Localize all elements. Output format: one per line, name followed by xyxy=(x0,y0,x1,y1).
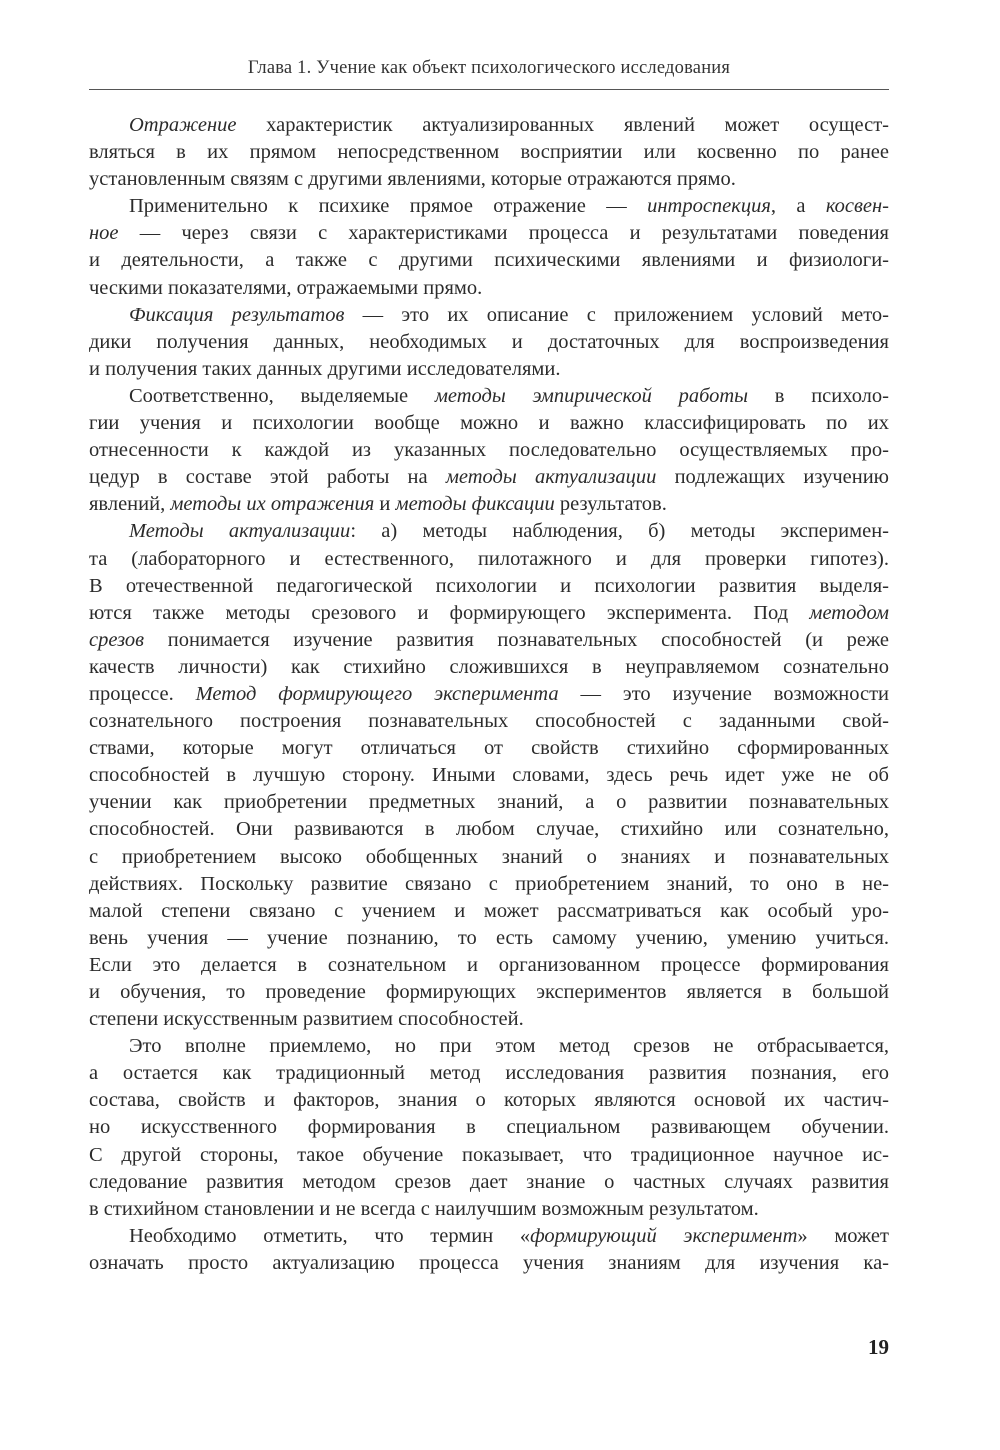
italic-term: методы их отражения xyxy=(170,493,375,516)
text-segment: цедур в составе этой работы на xyxy=(89,466,446,489)
italic-term: методы эмпирической работы xyxy=(434,384,749,407)
text-segment: процессе. xyxy=(89,682,196,705)
text-line: Если это делается в сознательном и организованном процессе формирования xyxy=(89,953,889,976)
text-line: в стихийном становлении и не всегда с наилучшим возможным результатом. xyxy=(89,1197,759,1220)
text-segment: : а) методы наблюдения, б) методы эксперимен- xyxy=(350,520,889,543)
text-line xyxy=(89,491,889,518)
running-header: Глава 1. Учение как объект психологического исследования xyxy=(247,58,731,78)
text-line xyxy=(89,1223,889,1250)
text-line xyxy=(89,193,889,220)
text-line: С другой стороны, такое обучение показывает, что традиционное научное ис- xyxy=(89,1143,889,1166)
italic-term: Методы актуализации xyxy=(129,520,351,543)
italic-term: методом xyxy=(809,601,889,624)
text-line xyxy=(89,464,889,491)
text-line: означать просто актуализацию процесса учения знаниям для изучения ка- xyxy=(89,1251,889,1274)
text-line: действиях. Поскольку развитие связано с приобретением знаний, то оно в не- xyxy=(89,872,889,895)
text-line: сознательного построения познавательных способностей с заданными свой- xyxy=(89,710,889,733)
text-line: Это вполне приемлемо, но при этом метод срезов не отбрасывается, xyxy=(129,1035,889,1058)
italic-term: интроспекция xyxy=(647,195,771,218)
text-segment: — это их описание с приложением условий мето- xyxy=(344,303,889,326)
italic-term: срезов xyxy=(89,628,145,651)
text-line: В отечественной педагогической психологии и психологии развития выделя- xyxy=(89,574,889,597)
italic-term: Фиксация результатов xyxy=(129,303,345,326)
text-segment: результатов. xyxy=(554,493,667,516)
text-line: а остается как традиционный метод исследования развития познания, его xyxy=(89,1062,889,1085)
paragraph-4 xyxy=(89,383,889,518)
italic-term: методы фиксации xyxy=(395,493,555,516)
text-line: вень учения — учение познанию, то есть самому учению, умению учиться. xyxy=(89,926,889,949)
paragraph-6 xyxy=(89,1033,889,1223)
text-line: и обучения, то проведение формирующих экспериментов является в большой xyxy=(89,981,889,1003)
italic-term: Метод формирующего эксперимента xyxy=(195,682,559,705)
text-segment: понимается изучение развития познавательных способностей (и реже xyxy=(144,628,889,651)
text-line: и деятельности, а также с другими психическими явлениями и физиологи- xyxy=(89,249,889,272)
text-line: состава, свойств и факторов, знания о которых являются основой их частич- xyxy=(89,1089,889,1112)
text-line xyxy=(89,518,889,545)
text-line: способностей. Они развиваются в любом случае, стихийно или сознательно, xyxy=(89,818,889,841)
text-segment: Соответственно, выделяемые xyxy=(129,384,435,407)
italic-term: методы актуализации xyxy=(445,466,657,489)
text-line: степени искусственным развитием способностей. xyxy=(89,1008,524,1031)
body-text xyxy=(89,112,889,1277)
text-segment: — это изучение возможности xyxy=(558,682,889,705)
text-segment: и xyxy=(374,493,396,516)
paragraph-3 xyxy=(89,302,889,383)
text-segment: ются также методы срезового и формирующего эксперимента. Под xyxy=(89,601,810,624)
italic-term: формирующий эксперимент xyxy=(530,1224,798,1247)
text-line: ческими показателями, отражаемыми прямо. xyxy=(89,276,483,299)
text-segment: Применительно к психике прямое отражение — xyxy=(129,195,648,218)
italic-term: Отражение xyxy=(129,114,237,136)
header-divider xyxy=(89,89,889,90)
paragraph-1 xyxy=(89,112,889,193)
text-line: следование развития методом срезов дает знание о частных случаях развития xyxy=(89,1170,889,1193)
text-line: ствами, которые могут отличаться от свойств стихийно сформированных xyxy=(89,737,889,760)
italic-term: косвен- xyxy=(825,195,889,218)
text-line: установленным связям с другими явлениями, которые отражаются прямо. xyxy=(89,168,736,191)
italic-term: ное xyxy=(89,222,119,245)
paragraph-2 xyxy=(89,193,889,301)
text-line xyxy=(89,681,889,708)
text-line: дики получения данных, необходимых и достаточных для воспроизведения xyxy=(89,330,889,353)
paragraph-5 xyxy=(89,518,889,1033)
text-line xyxy=(89,383,889,410)
text-line xyxy=(89,627,889,654)
text-line xyxy=(89,600,889,627)
page-number: 19 xyxy=(868,1335,889,1359)
text-line: вляться в их прямом непосредственном восприятии или косвенно по ранее xyxy=(89,141,889,164)
paragraph-7 xyxy=(89,1223,889,1277)
text-segment: — через связи с характеристиками процесса и результатами поведения xyxy=(118,222,889,245)
text-segment: явлений, xyxy=(89,493,171,516)
text-line: и получения таких данных другими исследователями. xyxy=(89,357,561,380)
text-line: качеств личности) как стихийно сложившихся в неуправляемом сознательно xyxy=(89,655,889,678)
text-segment: » может xyxy=(797,1224,889,1247)
text-line: способностей в лучшую сторону. Иными словами, здесь речь идет уже не об xyxy=(89,764,889,787)
text-segment: , а xyxy=(770,195,826,218)
text-line: отнесенности к каждой из указанных последовательно осуществляемых про- xyxy=(89,439,889,462)
text-line xyxy=(89,220,889,247)
text-line xyxy=(89,302,889,329)
text-line: но искусственного формирования в специальном развивающем обучении. xyxy=(89,1116,889,1139)
text-line: малой степени связано с учением и может рассматриваться как особый уро- xyxy=(89,899,889,922)
text-segment: подлежащих изучению xyxy=(656,466,889,489)
text-line xyxy=(89,112,889,139)
text-line: гии учения и психологии вообще можно и важно классифицировать по их xyxy=(89,412,889,435)
text-segment: характеристик актуализированных явлений может осущест- xyxy=(236,114,889,136)
text-line: та (лабораторного и естественного, пилотажного и для проверки гипотез). xyxy=(89,547,889,570)
text-segment: Необходимо отметить, что термин « xyxy=(129,1224,531,1247)
text-line: учении как приобретении предметных знаний, а о развитии познавательных xyxy=(89,791,889,814)
text-segment: в психоло- xyxy=(748,384,889,407)
text-line: с приобретением высоко обобщенных знаний о знаниях и познавательных xyxy=(89,845,889,868)
